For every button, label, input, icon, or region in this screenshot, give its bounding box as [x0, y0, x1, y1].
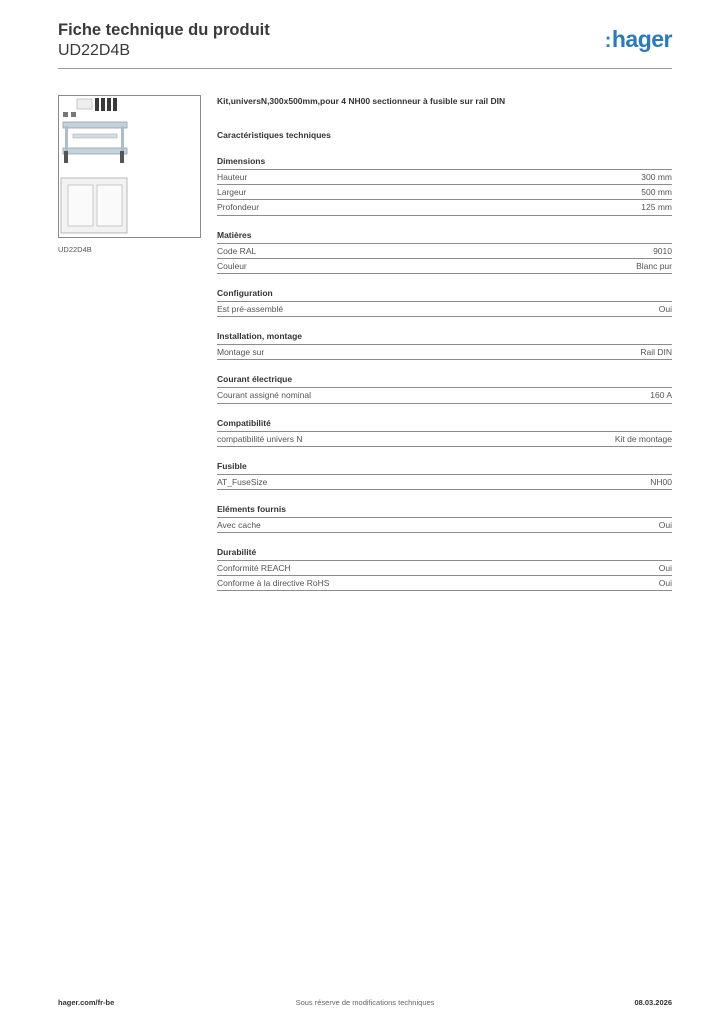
product-description: Kit,universN,300x500mm,pour 4 NH00 sectionneur à fusible sur rail DIN: [217, 96, 506, 106]
spec-row: [217, 576, 672, 591]
spec-section-title: Matières: [217, 230, 672, 244]
header-divider: [58, 68, 672, 69]
spec-label: Est pré-assemblé: [217, 304, 284, 315]
spec-value: Kit de montage: [614, 433, 672, 444]
characteristics-sections: [217, 156, 672, 591]
spec-row: [217, 185, 672, 200]
spec-row: [217, 518, 672, 533]
spec-value: Oui: [658, 563, 672, 574]
spec-row: [217, 475, 672, 490]
logo-text: hager: [611, 26, 672, 52]
hager-logo: [605, 26, 672, 54]
spec-label: AT_FuseSize: [217, 476, 268, 487]
spec-label: Largeur: [217, 187, 247, 198]
spec-section: [217, 418, 672, 447]
footer-website-link[interactable]: hager.com/fr-be: [58, 998, 115, 1007]
spec-value: 9010: [653, 245, 672, 256]
spec-section: [217, 331, 672, 360]
spec-section: [217, 288, 672, 317]
spec-label: Profondeur: [217, 202, 260, 213]
spec-value: Oui: [658, 304, 672, 315]
spec-row: [217, 200, 672, 215]
spec-value: Blanc pur: [636, 260, 672, 271]
spec-section: [217, 547, 672, 591]
spec-row: [217, 388, 672, 403]
spec-row: [217, 170, 672, 185]
spec-section: [217, 156, 672, 216]
spec-label: compatibilité univers N: [217, 433, 303, 444]
spec-label: Couleur: [217, 260, 247, 271]
spec-row: [217, 244, 672, 259]
spec-value: NH00: [650, 476, 672, 487]
spec-label: Conformité REACH: [217, 563, 291, 574]
spec-section: [217, 504, 672, 533]
spec-section-title: Fusible: [217, 461, 672, 475]
footer-notice: Sous réserve de modifications techniques: [295, 998, 435, 1007]
spec-value: 500 mm: [641, 187, 672, 198]
product-image: [58, 95, 201, 238]
product-details: [217, 96, 672, 591]
spec-label: Avec cache: [217, 519, 261, 530]
spec-row: [217, 432, 672, 447]
spec-value: Oui: [658, 578, 672, 589]
spec-section-title: Dimensions: [217, 156, 672, 170]
spec-value: 300 mm: [641, 172, 672, 183]
product-reference: UD22D4B: [58, 42, 131, 59]
spec-section: [217, 374, 672, 403]
spec-section-title: Compatibilité: [217, 418, 672, 432]
image-caption: UD22D4B: [58, 245, 92, 254]
spec-section: [217, 230, 672, 274]
header: [58, 20, 672, 68]
characteristics-heading: Caractéristiques techniques: [217, 130, 331, 140]
spec-row: [217, 302, 672, 317]
spec-value: Rail DIN: [640, 347, 672, 358]
product-illustration: [59, 96, 200, 237]
spec-section-title: Courant électrique: [217, 374, 672, 388]
logo-colon-icon: :: [604, 30, 611, 52]
spec-label: Courant assigné nominal: [217, 390, 312, 401]
spec-value: Oui: [658, 519, 672, 530]
spec-label: Hauteur: [217, 172, 248, 183]
footer: [58, 998, 672, 1010]
spec-row: [217, 259, 672, 274]
page-title: Fiche technique du produit: [58, 21, 270, 39]
spec-label: Code RAL: [217, 245, 257, 256]
spec-section-title: Durabilité: [217, 547, 672, 561]
spec-label: Montage sur: [217, 347, 265, 358]
spec-section-title: Eléments fournis: [217, 504, 672, 518]
spec-section-title: Configuration: [217, 288, 672, 302]
spec-label: Conforme à la directive RoHS: [217, 578, 330, 589]
spec-section-title: Installation, montage: [217, 331, 672, 345]
footer-date: 08.03.2026: [634, 998, 672, 1007]
spec-value: 160 A: [650, 390, 672, 401]
spec-row: [217, 561, 672, 576]
spec-value: 125 mm: [641, 202, 672, 213]
spec-row: [217, 345, 672, 360]
spec-section: [217, 461, 672, 490]
